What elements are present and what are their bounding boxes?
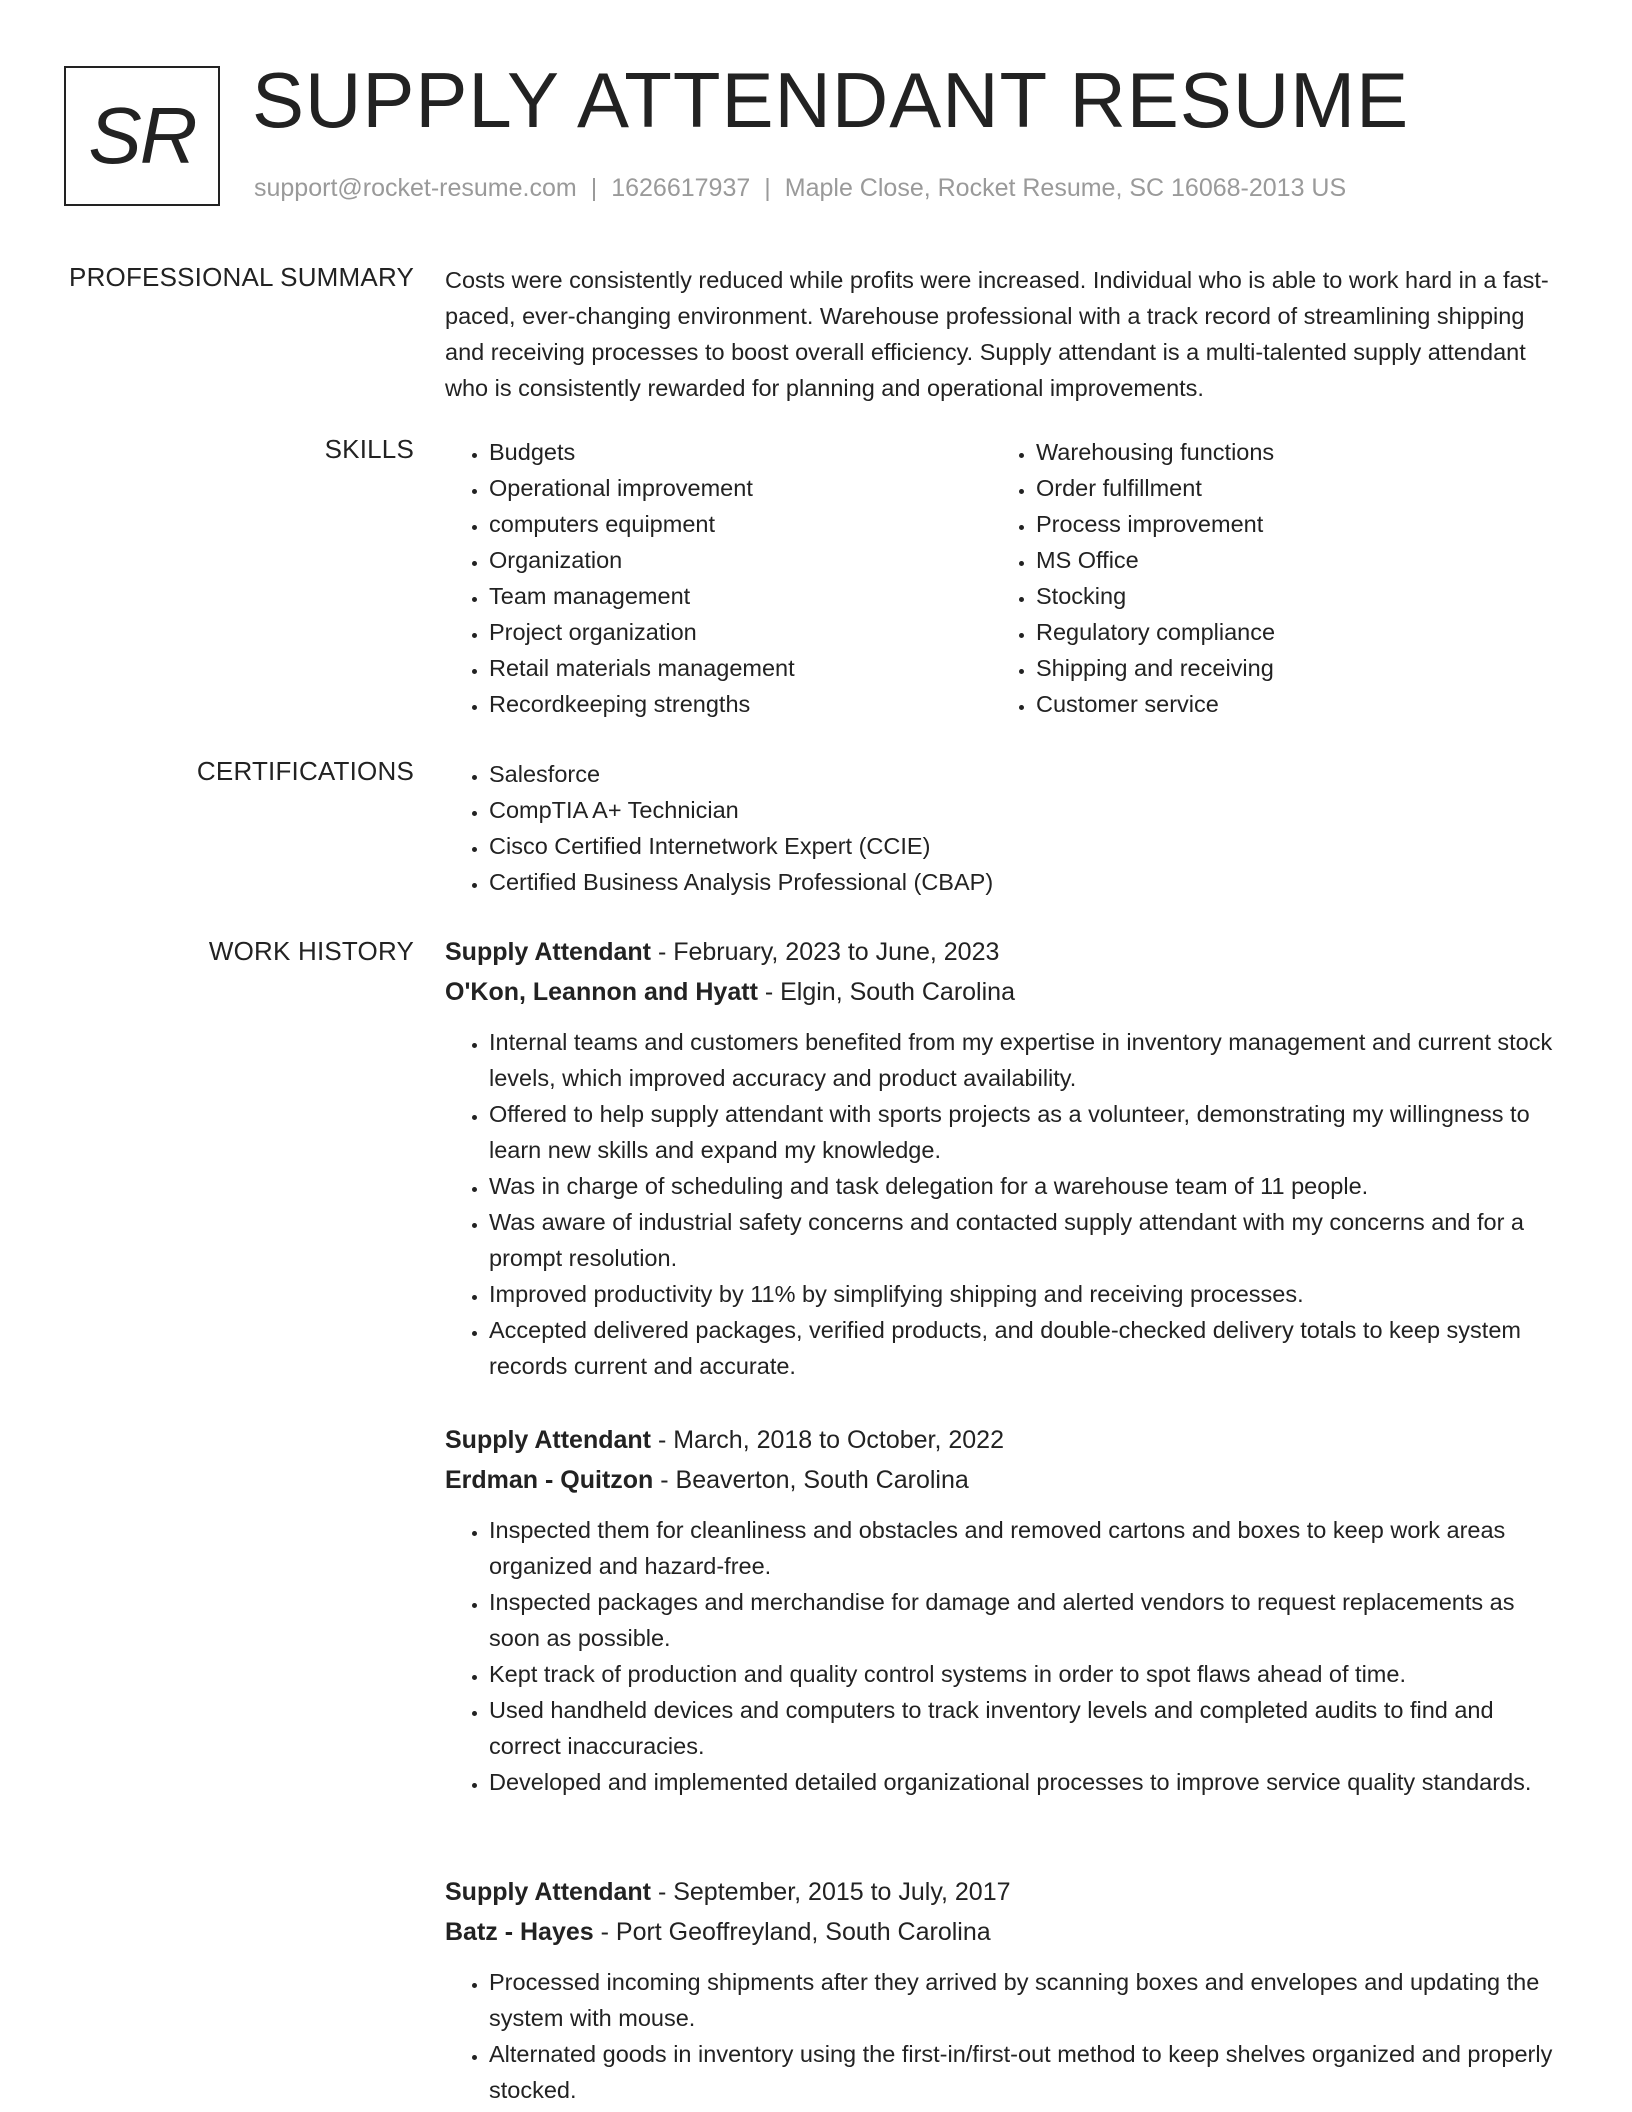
job-duty-item: • Used handheld devices and computers to track inventory levels and completed audits to find and correct inaccuracies. [489,1692,1565,1764]
skill-item: • Customer service [1036,686,1539,722]
resume-title: SUPPLY ATTENDANT RESUME [252,56,1410,144]
skill-item: • Retail materials management [489,650,992,686]
job-dates: - March, 2018 to October, 2022 [651,1426,1004,1454]
job-duties-list [445,1512,1565,1800]
skills-column-left [445,434,992,722]
job-duty-item: • Developed and implemented detailed organizational processes to improve service quality standards. [489,1764,1565,1800]
job-location: - Elgin, South Carolina [757,978,1015,1006]
job-location: - Port Geoffreyland, South Carolina [593,1918,991,1946]
job-duties-list [445,1964,1565,2108]
skill-item: • Recordkeeping strengths [489,686,992,722]
skills-body [445,434,1565,722]
job-duty-item: • Inspected packages and merchandise for damage and alerted vendors to request replacements as soon as possible. [489,1584,1565,1656]
job-duties-list [445,1024,1565,1384]
job-entry [445,1420,1565,1800]
skill-item: • Team management [489,578,992,614]
section-heading-certifications: CERTIFICATIONS [196,756,414,786]
job-title-line [445,932,1565,972]
section-heading-summary: PROFESSIONAL SUMMARY [69,262,414,292]
job-company: Batz - Hayes [445,1918,594,1946]
summary-text: Costs were consistently reduced while profits were increased. Individual who is able to work hard in a fast-paced, ever-changing environment. Warehouse professional with a track record of streamlining shipping and receiving processes to boost overall efficiency. Supply attendant is a multi-talented supply attendant who is consistently rewarded for planning and operational improvements. [445,267,1549,401]
skill-item: • Organization [489,542,992,578]
job-company: Erdman - Quitzon [445,1466,654,1494]
job-dates: - February, 2023 to June, 2023 [651,938,1000,966]
skill-item: • computers equipment [489,506,992,542]
skill-item: • Project organization [489,614,992,650]
section-heading-work-history: WORK HISTORY [208,936,414,966]
skill-item: • Warehousing functions [1036,434,1539,470]
certifications-body [445,756,1565,900]
summary-body [445,262,1565,406]
job-title-line [445,1872,1565,1912]
job-duty-item: • Was aware of industrial safety concerns and contacted supply attendant with my concerns and for a prompt resolution. [489,1204,1565,1276]
skill-item: • Shipping and receiving [1036,650,1539,686]
job-duty-item: • Was in charge of scheduling and task delegation for a warehouse team of 11 people. [489,1168,1565,1204]
skills-list-left [445,434,992,722]
certification-item: • Certified Business Analysis Professional (CBAP) [489,864,1565,900]
contact-separator: | [590,174,598,202]
skill-item: • MS Office [1036,542,1539,578]
job-duty-item: • Processed incoming shipments after they arrived by scanning boxes and envelopes and updating the system with mouse. [489,1964,1565,2036]
job-company-line [445,1912,1565,1952]
skills-column-right [992,434,1539,722]
certification-item: • Cisco Certified Internetwork Expert (CCIE) [489,828,1565,864]
skill-item: • Process improvement [1036,506,1539,542]
contact-address: Maple Close, Rocket Resume, SC 16068-2013 US [784,174,1347,202]
job-duty-item: • Kept track of production and quality control systems in order to spot flaws ahead of time. [489,1656,1565,1692]
job-entry [445,932,1565,1384]
job-company-line [445,1460,1565,1500]
certifications-list [445,756,1565,900]
job-title: Supply Attendant [445,1426,652,1454]
skill-item: • Order fulfillment [1036,470,1539,506]
contact-email[interactable]: support@rocket-resume.com [254,174,577,202]
certification-item: • Salesforce [489,756,1565,792]
contact-line [254,174,1346,203]
contact-separator: | [764,174,771,202]
job-dates: - September, 2015 to July, 2017 [651,1878,1011,1906]
job-title: Supply Attendant [445,1878,652,1906]
job-duty-item: • Internal teams and customers benefited from my expertise in inventory management and current stock levels, which improved accuracy and product availability. [489,1024,1565,1096]
job-duty-item: • Alternated goods in inventory using the first-in/first-out method to keep shelves organized and properly stocked. [489,2036,1565,2108]
job-duty-item: • Accepted delivered packages, verified products, and double-checked delivery totals to keep system records current and accurate. [489,1312,1565,1384]
job-duty-item: • Improved productivity by 11% by simplifying shipping and receiving processes. [489,1276,1565,1312]
section-heading-skills: SKILLS [324,434,414,464]
skill-item: • Regulatory compliance [1036,614,1539,650]
skill-item: • Budgets [489,434,992,470]
job-title-line [445,1420,1565,1460]
contact-phone[interactable]: 1626617937 [611,174,751,202]
job-location: - Beaverton, South Carolina [653,1466,969,1494]
job-company-line [445,972,1565,1012]
skills-list-right [992,434,1539,722]
certification-item: • CompTIA A+ Technician [489,792,1565,828]
monogram-logo: SR [64,66,220,206]
skills-grid [445,434,1565,722]
skill-item: • Operational improvement [489,470,992,506]
skill-item: • Stocking [1036,578,1539,614]
job-entry [445,1872,1565,2108]
job-title: Supply Attendant [445,938,652,966]
job-company: O'Kon, Leannon and Hyatt [445,978,758,1006]
job-duty-item: • Inspected them for cleanliness and obstacles and removed cartons and boxes to keep work areas organized and hazard-free. [489,1512,1565,1584]
job-duty-item: • Offered to help supply attendant with sports projects as a volunteer, demonstrating my willingness to learn new skills and expand my knowledge. [489,1096,1565,1168]
